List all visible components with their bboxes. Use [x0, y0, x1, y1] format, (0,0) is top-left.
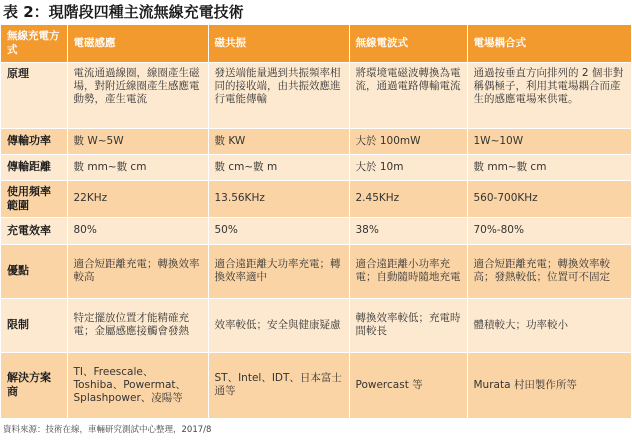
row-power — [1, 128, 631, 154]
table-cell: 13.56KHz — [208, 180, 349, 217]
row-efficiency — [1, 217, 631, 244]
header-col-resonance: 磁共振 — [208, 25, 349, 62]
table-cell: ST、Intel、IDT、日本富士通等 — [208, 352, 349, 418]
table-cell: 電流通過線圈，線圈產生磁場，對附近線圈產生感應電動勢，產生電流 — [67, 62, 208, 128]
header-row — [1, 25, 631, 62]
header-corner: 無線充電方式 — [1, 25, 67, 62]
row-label: 充電效率 — [1, 217, 67, 244]
table-cell: 適合短距離充電；轉換效率較高；發熱較低；位置可不固定 — [467, 244, 631, 298]
table-cell: 轉換效率較低；充電時間較長 — [349, 298, 467, 352]
row-principle — [1, 62, 631, 128]
row-label: 原理 — [1, 62, 67, 128]
table-cell: 通過按垂直方向排列的 2 個非對稱偶極子，利用其電場耦合而產生的感應電場來供電。 — [467, 62, 631, 128]
table-cell: 大於 10m — [349, 154, 467, 180]
row-frequency — [1, 180, 631, 217]
table-cell: 1W~10W — [467, 128, 631, 154]
table-cell: 560-700KHz — [467, 180, 631, 217]
table-cell: 適合短距離充電；轉換效率較高 — [67, 244, 208, 298]
table-cell: Powercast 等 — [349, 352, 467, 418]
row-label: 限制 — [1, 298, 67, 352]
table-cell: 適合遠距離大功率充電；轉換效率適中 — [208, 244, 349, 298]
row-advantages — [1, 244, 631, 298]
row-limitations — [1, 298, 631, 352]
table-cell: 大於 100mW — [349, 128, 467, 154]
table-cell: TI、Freescale、Toshiba、Powermat、Splashpower、凌陽等 — [67, 352, 208, 418]
table-cell: 2.45KHz — [349, 180, 467, 217]
header-col-electric-field: 電場耦合式 — [467, 25, 631, 62]
table-cell: 適合遠距離小功率充電；自動隨時隨地充電 — [349, 244, 467, 298]
table-cell: 發送端能量遇到共振頻率相同的接收端，由共振效應進行電能傳輸 — [208, 62, 349, 128]
table-cell: 將環境電磁波轉換為電流，通過電路傳輸電流 — [349, 62, 467, 128]
source-note: 資料來源：技術在線，車輛研究測試中心整理，2017/8 — [3, 425, 212, 435]
row-vendors — [1, 352, 631, 418]
table-cell: 特定擺放位置才能精確充電；金屬感應接觸會發熱 — [67, 298, 208, 352]
row-distance — [1, 154, 631, 180]
row-label: 傳輸功率 — [1, 128, 67, 154]
table-cell: 50% — [208, 217, 349, 244]
table-cell: 38% — [349, 217, 467, 244]
table-cell: 80% — [67, 217, 208, 244]
table-cell: 數 W~5W — [67, 128, 208, 154]
table-title: 表 2：現階段四種主流無線充電技術 — [3, 3, 244, 21]
row-label: 使用頻率範圍 — [1, 180, 67, 217]
row-label: 解決方案商 — [1, 352, 67, 418]
table-cell: 70%-80% — [467, 217, 631, 244]
header-col-induction: 電磁感應 — [67, 25, 208, 62]
table-cell: 數 cm~數 m — [208, 154, 349, 180]
table-cell: 數 KW — [208, 128, 349, 154]
header-col-radio-wave: 無線電波式 — [349, 25, 467, 62]
row-label: 傳輸距離 — [1, 154, 67, 180]
table-cell: 22KHz — [67, 180, 208, 217]
comparison-table — [1, 25, 632, 419]
table-cell: 體積較大；功率較小 — [467, 298, 631, 352]
table-cell: 數 mm~數 cm — [67, 154, 208, 180]
row-label: 優點 — [1, 244, 67, 298]
table-cell: 效率較低；安全與健康疑慮 — [208, 298, 349, 352]
table-cell: Murata 村田製作所等 — [467, 352, 631, 418]
table-cell: 數 mm~數 cm — [467, 154, 631, 180]
